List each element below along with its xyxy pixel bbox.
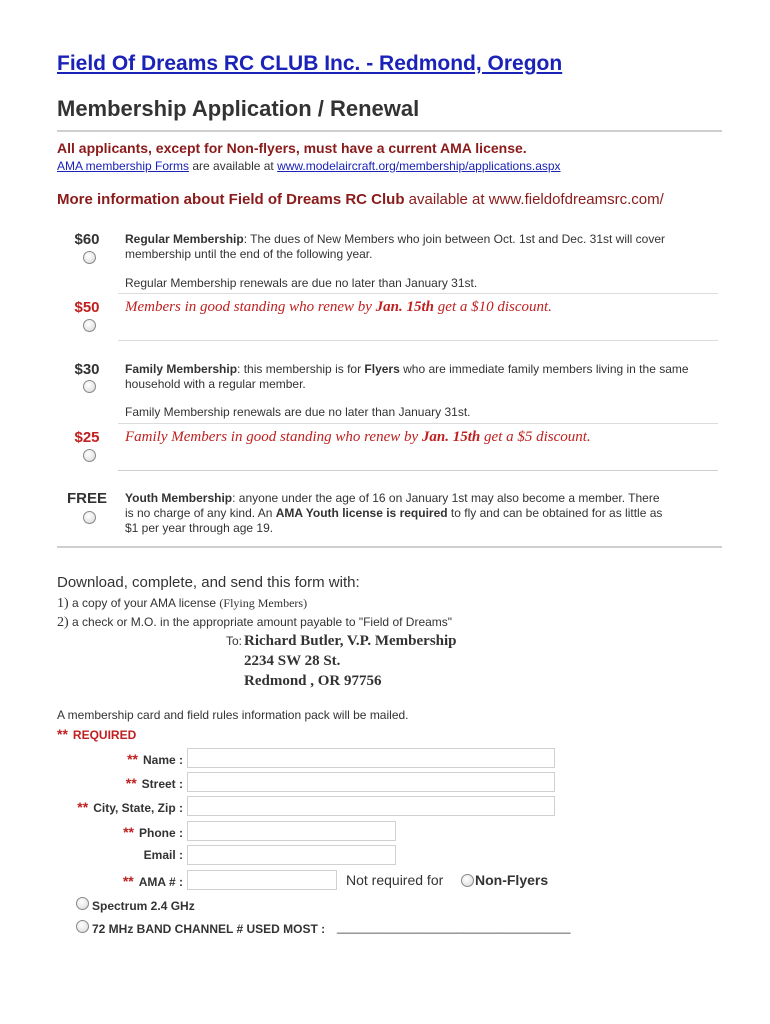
ama-requirement-notice: All applicants, except for Non-flyers, must have a current AMA license. <box>57 140 527 156</box>
radio-regular-discount[interactable] <box>83 319 96 332</box>
step-2-text: a check or M.O. in the appropriate amount payable to "Field of Dreams" <box>68 615 453 629</box>
family-discount-text <box>125 429 591 446</box>
price-family-discount: $25 <box>74 429 100 446</box>
non-flyers-label: Non-Flyers <box>475 872 549 888</box>
divider <box>57 546 722 548</box>
street-input[interactable] <box>187 772 555 792</box>
radio-regular[interactable] <box>83 251 96 264</box>
step-1-number: 1) <box>57 596 69 611</box>
required-legend <box>57 726 136 742</box>
street-label-text: Street : <box>141 777 183 791</box>
city-state-zip-label <box>77 799 183 815</box>
channel-blank-line[interactable]: ___________________________________ <box>337 920 571 934</box>
family-discount-post: get a $5 discount. <box>480 429 591 445</box>
family-desc-b: who are immediate family members living in the same household with a regular member. <box>125 362 689 391</box>
regular-name: Regular Membership <box>125 232 244 246</box>
phone-input[interactable] <box>187 821 396 841</box>
step-1-note: (Flying Members) <box>219 596 308 610</box>
email-label: Email : <box>143 848 183 862</box>
radio-youth[interactable] <box>83 511 96 524</box>
phone-label <box>123 824 183 840</box>
ama-label-text: AMA # : <box>138 875 183 889</box>
required-marker: ** <box>122 873 134 889</box>
divider <box>57 130 722 132</box>
family-name: Family Membership <box>125 362 238 376</box>
forms-mid-text: are available at <box>189 159 278 173</box>
regular-discount-pre: Members in good standing who renew by <box>125 299 376 315</box>
mail-to-label: To: <box>226 634 243 648</box>
ama-forms-url-link[interactable]: www.modelaircraft.org/membership/applications.aspx <box>277 159 561 173</box>
step-1 <box>57 596 307 611</box>
radio-non-flyers[interactable] <box>461 874 474 887</box>
required-marker: ** <box>127 751 138 767</box>
not-required-note: Not required for <box>346 872 444 888</box>
more-info-line <box>57 191 664 208</box>
required-marker: ** <box>125 775 137 791</box>
youth-name: Youth Membership <box>125 491 233 505</box>
ama-number-input[interactable] <box>187 870 337 890</box>
city-label-text: City, State, Zip : <box>93 801 183 815</box>
email-input[interactable] <box>187 845 396 865</box>
divider <box>118 340 718 341</box>
youth-desc-a: : anyone under the age of 16 on January 1st may also become a member. There is no charge of any kind. An <box>125 491 660 520</box>
spectrum-label: Spectrum 2.4 GHz <box>92 899 195 913</box>
street-label <box>126 775 183 791</box>
price-family: $30 <box>74 361 100 378</box>
regular-renewal-note: Regular Membership renewals are due no later than January 31st. <box>125 276 478 290</box>
regular-description <box>125 232 710 262</box>
name-input[interactable] <box>187 748 555 768</box>
name-label <box>127 751 183 767</box>
mail-to-street: 2234 SW 28 St. <box>244 653 341 669</box>
required-marker: ** <box>123 824 134 840</box>
divider <box>118 423 718 424</box>
city-state-zip-input[interactable] <box>187 796 555 816</box>
radio-family-discount[interactable] <box>83 449 96 462</box>
instructions-heading: Download, complete, and send this form with: <box>57 574 360 591</box>
step-1-text: a copy of your AMA license <box>68 596 220 610</box>
channel-label: 72 MHz BAND CHANNEL # USED MOST : <box>92 922 326 936</box>
mail-to-name: Richard Butler, V.P. Membership <box>244 633 457 649</box>
ama-forms-line <box>57 159 561 173</box>
regular-discount-date: Jan. 15th <box>375 299 435 315</box>
mailed-note: A membership card and field rules information pack will be mailed. <box>57 708 409 722</box>
family-discount-pre: Family Members in good standing who renew by <box>125 429 422 445</box>
family-renewal-note: Family Membership renewals are due no later than January 31st. <box>125 405 471 419</box>
regular-desc-text: : The dues of New Members who join between Oct. 1st and Dec. 31st will cover membership until the end of the following year. <box>125 232 666 261</box>
name-label-text: Name : <box>142 753 183 767</box>
regular-discount-post: get a $10 discount. <box>434 299 552 315</box>
form-title: Membership Application / Renewal <box>57 96 420 121</box>
family-description <box>125 362 715 392</box>
price-regular-discount: $50 <box>74 299 100 316</box>
ama-number-label <box>123 873 183 889</box>
family-desc-a: : this membership is for <box>237 362 365 376</box>
mail-to-city: Redmond , OR 97756 <box>244 673 382 689</box>
radio-family[interactable] <box>83 380 96 393</box>
radio-72mhz[interactable] <box>76 920 89 933</box>
family-discount-date: Jan. 15th <box>421 429 481 445</box>
price-youth: FREE <box>66 490 107 507</box>
required-label: REQUIRED <box>72 728 137 742</box>
more-info-rest: available at www.fieldofdreamsrc.com/ <box>404 191 664 208</box>
step-2 <box>57 615 452 630</box>
youth-desc-b: to fly and can be obtained for as little as $1 per year through age 19. <box>125 506 663 535</box>
radio-spectrum[interactable] <box>76 897 89 910</box>
family-flyers: Flyers <box>364 362 400 376</box>
required-marker: ** <box>77 799 89 815</box>
divider <box>118 470 718 471</box>
step-2-number: 2) <box>57 615 69 630</box>
regular-discount-text <box>125 299 552 316</box>
price-regular: $60 <box>74 231 100 248</box>
ama-forms-link[interactable]: AMA membership Forms <box>57 159 190 173</box>
youth-description <box>125 491 670 536</box>
club-title-link[interactable]: Field Of Dreams RC CLUB Inc. - Redmond, Oregon <box>57 52 563 75</box>
divider <box>118 293 718 294</box>
more-info-bold: More information about Field of Dreams RC Club <box>57 191 405 208</box>
youth-license: AMA Youth license is required <box>275 506 448 520</box>
required-marker: ** <box>57 726 68 742</box>
phone-label-text: Phone : <box>139 826 183 840</box>
